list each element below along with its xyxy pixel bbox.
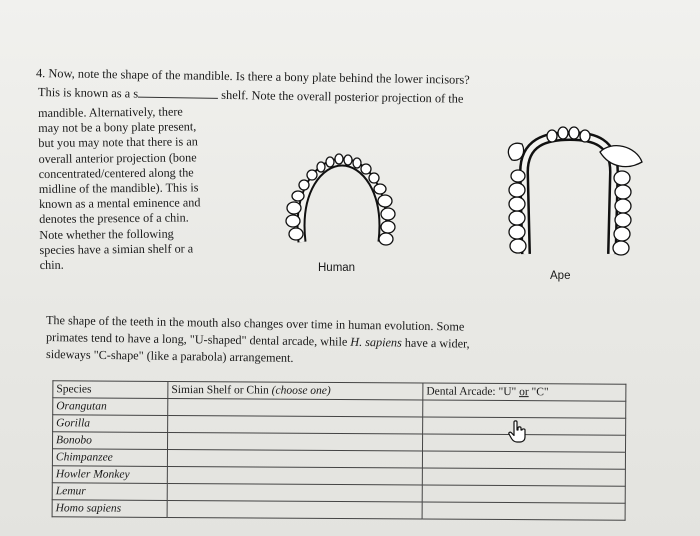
body-line: denotes the presence of a chin.	[39, 210, 189, 227]
species-cell: Lemur	[52, 483, 167, 501]
question-line-1: 4. Now, note the shape of the mandible. Is there a bony plate behind the lower incisors?	[35, 66, 470, 87]
ape-label: Ape	[550, 270, 571, 282]
header-shelf-italic: (choose one)	[271, 384, 331, 397]
arcade-cell[interactable]	[423, 400, 626, 418]
header-arcade-c: "C"	[528, 386, 549, 399]
header-arcade-text: Dental Arcade: "U"	[426, 385, 520, 399]
shelf-cell[interactable]	[167, 483, 422, 502]
question-line-2-start: This is known as a s	[37, 85, 139, 101]
species-table	[52, 380, 627, 521]
body-line: midline of the mandible). This is	[38, 180, 199, 197]
shelf-cell[interactable]	[168, 398, 423, 417]
header-arcade-or: or	[519, 386, 529, 399]
shelf-cell[interactable]	[168, 415, 423, 434]
paragraph-line-2-start: primates tend to have a long, "U-shaped" dental arcade, while	[45, 330, 351, 349]
shelf-cell[interactable]	[167, 500, 422, 519]
paragraph-line-2-end: have a wider,	[401, 335, 470, 351]
species-cell: Homo sapiens	[52, 500, 167, 518]
body-line: species have a simian shelf or a	[39, 241, 194, 257]
hand-pointer-icon	[508, 420, 528, 444]
body-line: Note whether the following	[39, 226, 174, 242]
body-line: may not be a bony plate present,	[38, 119, 197, 136]
species-cell: Orangutan	[53, 398, 168, 416]
paragraph-line-1: The shape of the teeth in the mouth also changes over time in human evolution. Some	[45, 313, 465, 334]
species-cell: Chimpanzee	[52, 449, 167, 467]
species-cell: Howler Monkey	[52, 466, 167, 484]
species-cell: Gorilla	[53, 415, 168, 433]
species-name-italic: H. sapiens	[350, 334, 402, 350]
header-dental-arcade	[423, 383, 626, 401]
shelf-cell[interactable]	[167, 466, 422, 485]
answer-blank[interactable]	[138, 86, 218, 99]
arcade-cell[interactable]	[422, 468, 625, 486]
question-body	[38, 104, 201, 273]
ape-dental-arcade-figure	[496, 122, 646, 262]
human-dental-arcade-figure	[282, 150, 402, 250]
species-cell: Bonobo	[53, 432, 168, 450]
question-line-2	[38, 84, 464, 107]
header-simian-shelf-or-chin	[168, 381, 423, 400]
body-line: concentrated/centered along the	[38, 165, 194, 181]
arcade-cell[interactable]	[422, 502, 625, 520]
header-species: Species	[53, 381, 168, 399]
body-line: known as a mental eminence and	[38, 195, 201, 212]
body-line: but you may note that there is an	[38, 134, 198, 151]
arcade-cell[interactable]	[422, 485, 625, 503]
paragraph-line-3: sideways "C-shape" (like a parabola) arrangement.	[45, 347, 294, 365]
body-line: overall anterior projection (bone	[38, 149, 197, 166]
shelf-cell[interactable]	[167, 449, 422, 468]
question-line-2-end: shelf. Note the overall posterior projection of the	[221, 87, 464, 106]
table-row	[52, 500, 625, 520]
header-shelf-text: Simian Shelf or Chin	[171, 383, 272, 397]
body-line: chin.	[39, 257, 64, 273]
arcade-cell[interactable]	[422, 451, 625, 469]
human-label: Human	[318, 262, 356, 274]
shelf-cell[interactable]	[168, 432, 423, 451]
body-line: mandible. Alternatively, there	[38, 104, 183, 120]
